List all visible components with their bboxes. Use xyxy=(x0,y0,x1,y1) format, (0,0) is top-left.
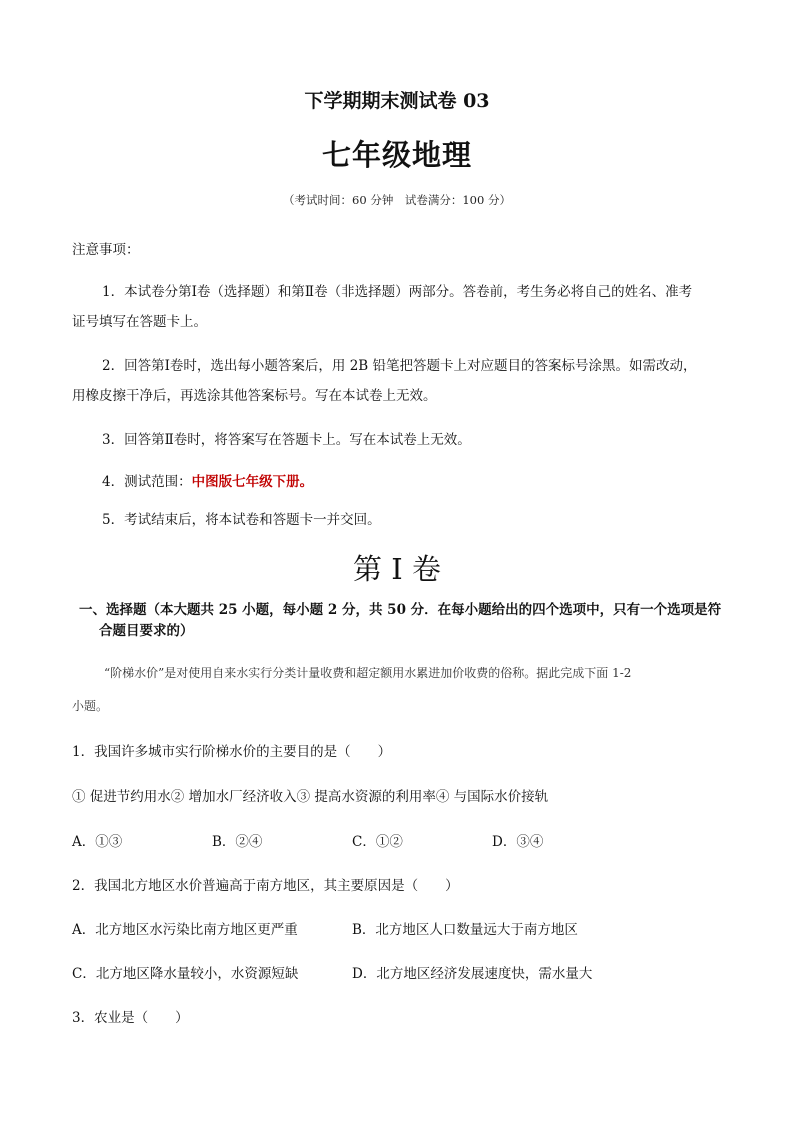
question-2-option-d: D．北方地区经济发展速度快，需水量大 xyxy=(352,966,593,982)
question-1-option-b: B．②④ xyxy=(212,834,263,850)
notice-heading: 注意事项： xyxy=(72,242,140,258)
exam-subtitle: 下学期期末测试卷 03 xyxy=(304,90,490,112)
notice-item-4-prefix: 4．测试范围： xyxy=(102,474,192,490)
notice-item-5: 5．考试结束后，将本试卷和答题卡一并交回。 xyxy=(102,512,381,528)
question-3-stem: 3．农业是（ ） xyxy=(72,1010,189,1026)
section-heading-line-2: 合题目要求的） xyxy=(99,623,194,639)
question-1-statements: ① 促进节约用水② 增加水厂经济收入③ 提高水资源的利用率④ 与国际水价接轨 xyxy=(72,789,549,805)
section-title: 第 I 卷 xyxy=(353,552,441,586)
question-1-stem: 1．我国许多城市实行阶梯水价的主要目的是（ ） xyxy=(72,744,392,760)
section-heading-line-1: 一、选择题（本大题共 25 小题，每小题 2 分，共 50 分．在每小题给出的四个选项中，只有一个选项是符 xyxy=(79,602,722,618)
question-2-option-c: C．北方地区降水量较小，水资源短缺 xyxy=(72,966,299,982)
notice-item-1-line-1: 1．本试卷分第Ⅰ卷（选择题）和第Ⅱ卷（非选择题）两部分。答卷前，考生务必将自己的姓名、准考 xyxy=(102,284,693,300)
intro-text-line-1: “阶梯水价”是对使用自来水实行分类计量收费和超定额用水累进加价收费的俗称。据此完成下面 1-2 xyxy=(104,666,632,680)
intro-text-line-2: 小题。 xyxy=(72,699,109,713)
question-1-option-a: A．①③ xyxy=(72,834,123,850)
section-heading xyxy=(79,600,729,642)
question-2-stem: 2．我国北方地区水价普遍高于南方地区，其主要原因是（ ） xyxy=(72,878,459,894)
notice-item-2-line-1: 2．回答第Ⅰ卷时，选出每小题答案后，用 2B 铅笔把答题卡上对应题目的答案标号涂黑。如需改动， xyxy=(102,358,697,374)
question-1-option-d: D．③④ xyxy=(492,834,544,850)
notice-item-2-line-2: 用橡皮擦干净后，再选涂其他答案标号。写在本试卷上无效。 xyxy=(72,388,437,404)
notice-item-4 xyxy=(102,466,313,498)
question-2-option-a: A．北方地区水污染比南方地区更严重 xyxy=(72,922,298,938)
exam-time-info: （考试时间：60 分钟 试卷满分：100 分） xyxy=(283,193,511,207)
question-2-option-b: B．北方地区人口数量远大于南方地区 xyxy=(352,922,578,938)
question-1-option-c: C．①② xyxy=(352,834,403,850)
test-scope: 中图版七年级下册。 xyxy=(191,474,314,490)
exam-title: 七年级地理 xyxy=(321,138,472,172)
notice-item-1-line-2: 证号填写在答题卡上。 xyxy=(72,314,207,330)
notice-item-3: 3．回答第Ⅱ卷时，将答案写在答题卡上。写在本试卷上无效。 xyxy=(102,432,471,448)
